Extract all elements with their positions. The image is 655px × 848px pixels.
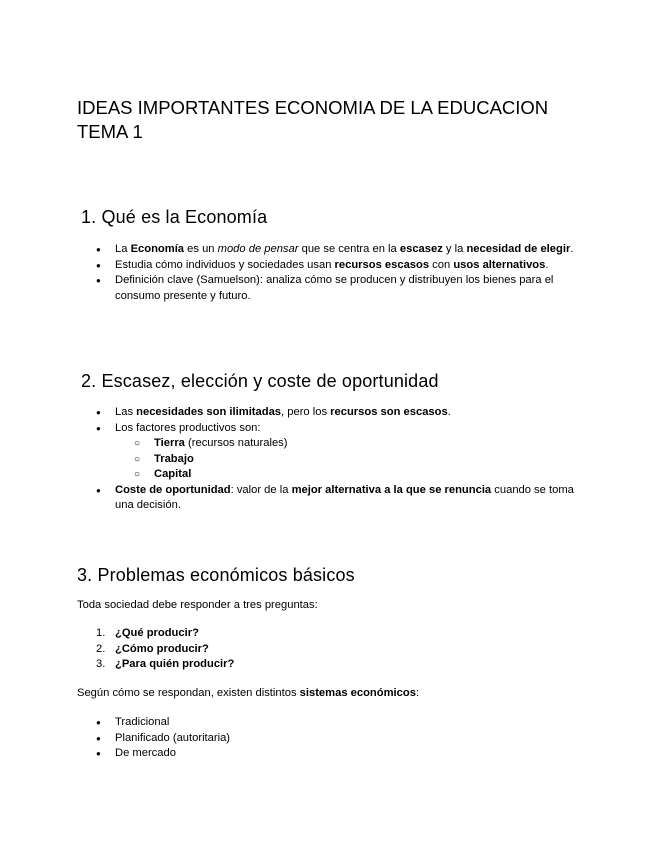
factors-sublist bbox=[77, 436, 577, 483]
list-item: ● Coste de oportunidad: valor de la mejor alternativa a la que se renuncia cuando se toma una decisión. bbox=[77, 483, 577, 514]
document-title-line-1: IDEAS IMPORTANTES ECONOMIA DE LA EDUCACION bbox=[77, 97, 549, 118]
question-item: 1. ¿Qué producir? bbox=[96, 627, 199, 639]
section-1-heading: 1. Qué es la Economía bbox=[81, 207, 268, 227]
sub-list-item: ○ Trabajo bbox=[77, 452, 577, 468]
list-item: ● La Economía es un modo de pensar que se centra en la escasez y la necesidad de elegir. bbox=[77, 242, 577, 258]
section-3-heading: 3. Problemas económicos básicos bbox=[77, 565, 355, 585]
systems-intro: Según cómo se respondan, existen distintos sistemas económicos: bbox=[77, 687, 420, 699]
questions-list bbox=[77, 626, 577, 673]
section-2-list bbox=[77, 405, 577, 514]
section-2-heading: 2. Escasez, elección y coste de oportunidad bbox=[81, 371, 439, 391]
sub-list-item: ○ Capital bbox=[77, 467, 577, 483]
sub-list-item: ○ Tierra (recursos naturales) bbox=[77, 436, 577, 452]
systems-list bbox=[77, 715, 577, 762]
list-item: ● Tradicional bbox=[77, 715, 577, 731]
document-title-line-2: TEMA 1 bbox=[77, 121, 143, 142]
list-item: ● Planificado (autoritaria) bbox=[77, 731, 577, 747]
list-item: ● Las necesidades son ilimitadas, pero los recursos son escasos. bbox=[77, 405, 577, 421]
list-item: ● Definición clave (Samuelson): analiza cómo se producen y distribuyen los bienes para el consumo presente y futuro. bbox=[77, 273, 577, 304]
list-item: ● Los factores productivos son: bbox=[77, 421, 577, 437]
section-1-list bbox=[77, 242, 577, 304]
question-item: 3. ¿Para quién producir? bbox=[96, 658, 235, 670]
section-3-intro: Toda sociedad debe responder a tres preguntas: bbox=[77, 599, 318, 611]
question-item: 2. ¿Cómo producir? bbox=[96, 642, 209, 655]
list-item: ● Estudia cómo individuos y sociedades usan recursos escasos con usos alternativos. bbox=[77, 258, 577, 274]
document-title bbox=[77, 96, 597, 144]
list-item: ● De mercado bbox=[77, 746, 577, 762]
